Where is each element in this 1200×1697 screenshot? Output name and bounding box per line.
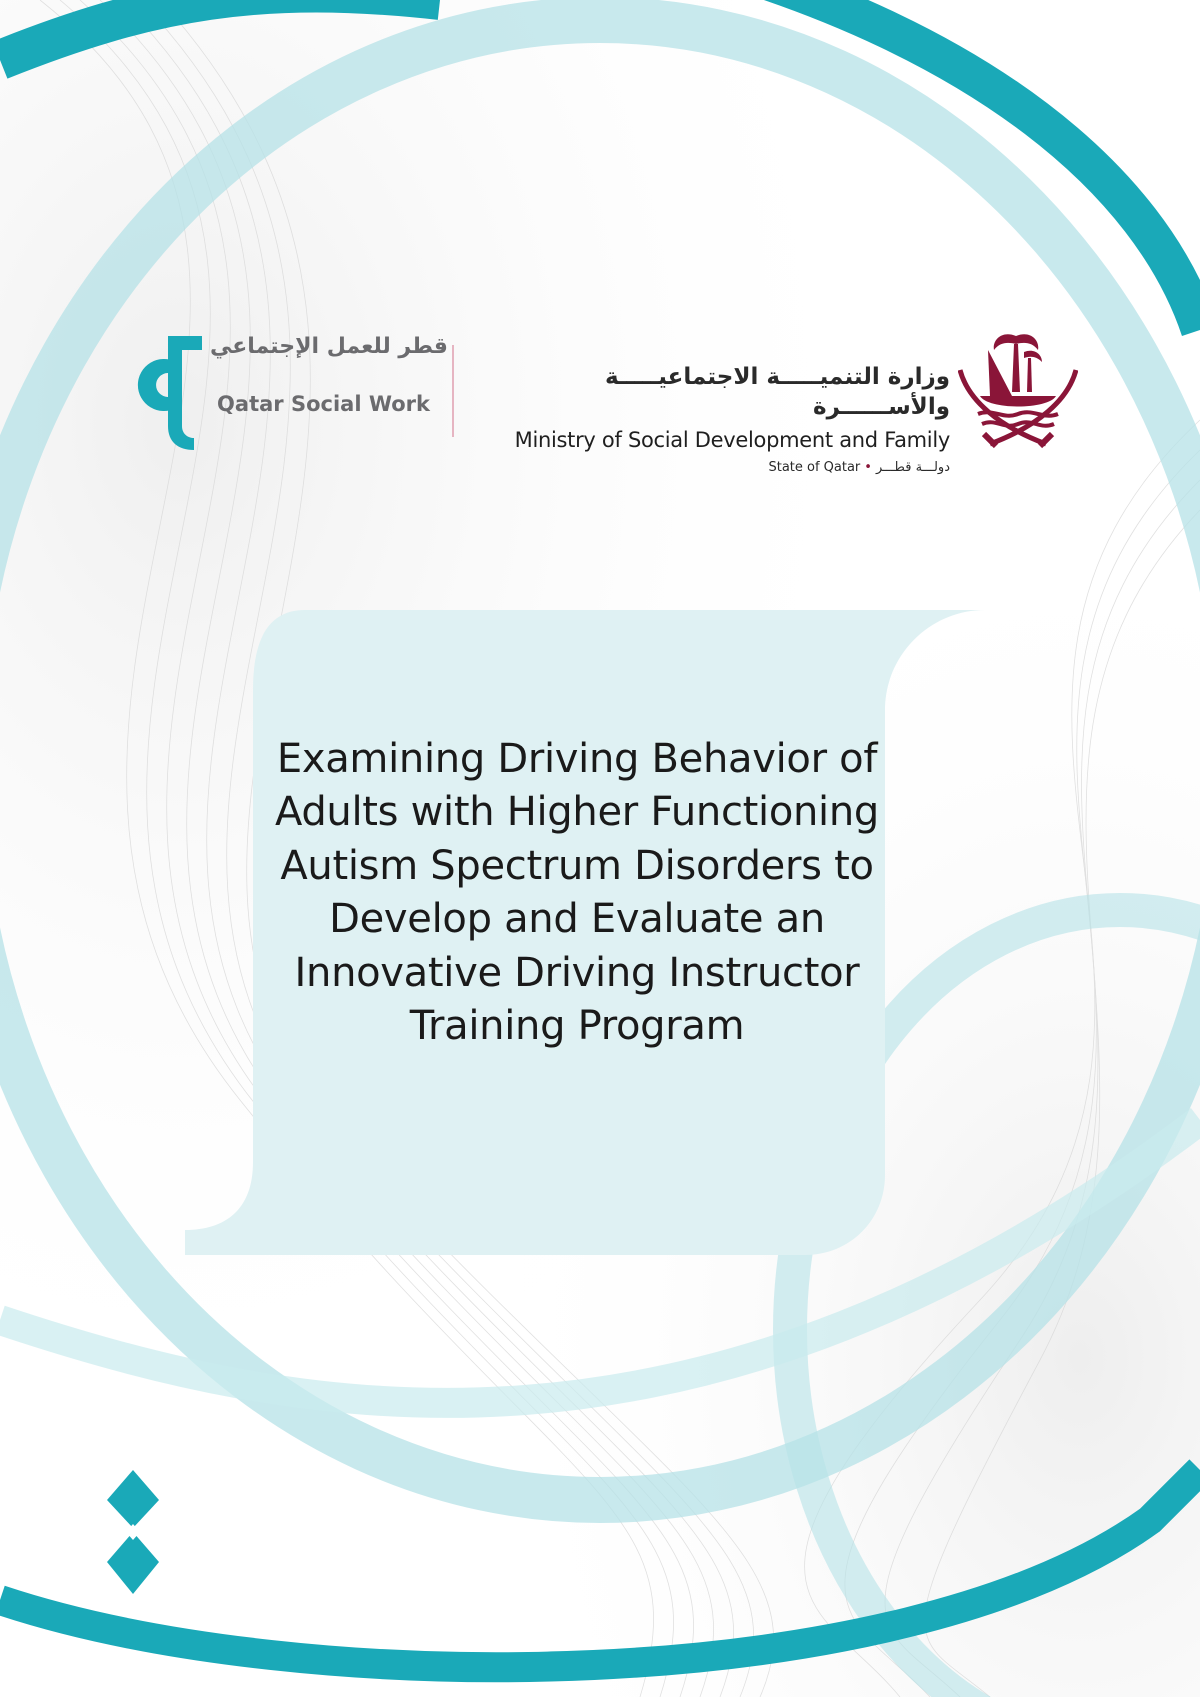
state-of-qatar-line <box>490 458 950 478</box>
state-separator-dot: • <box>864 460 872 475</box>
qsw-english-name: Qatar Social Work <box>217 392 430 416</box>
ministry-english-name: Ministry of Social Development and Family <box>514 428 950 452</box>
ministry-logo-text <box>490 362 950 478</box>
qatar-state-emblem-icon <box>958 330 1078 452</box>
qatar-social-work-logo <box>118 330 448 450</box>
decorative-diamond-mark-icon <box>104 1470 162 1594</box>
ministry-arabic-name: وزارة التنميـــــة الاجتماعيـــــة والأســــــرة <box>605 364 950 420</box>
state-arabic-label: دولـــة قطـــر <box>875 460 950 475</box>
qsw-logo-mark-icon <box>118 330 210 450</box>
logo-divider <box>452 345 454 437</box>
qsw-arabic-name: قطر للعمل الإجتماعي <box>210 334 448 359</box>
document-title: Examining Driving Behavior of Adults with Higher Functioning Autism Spectrum Disorders to Develop and Evaluate an Innovative Driving Instructor Training Program <box>274 736 880 1050</box>
state-english-label: State of Qatar <box>768 460 861 475</box>
